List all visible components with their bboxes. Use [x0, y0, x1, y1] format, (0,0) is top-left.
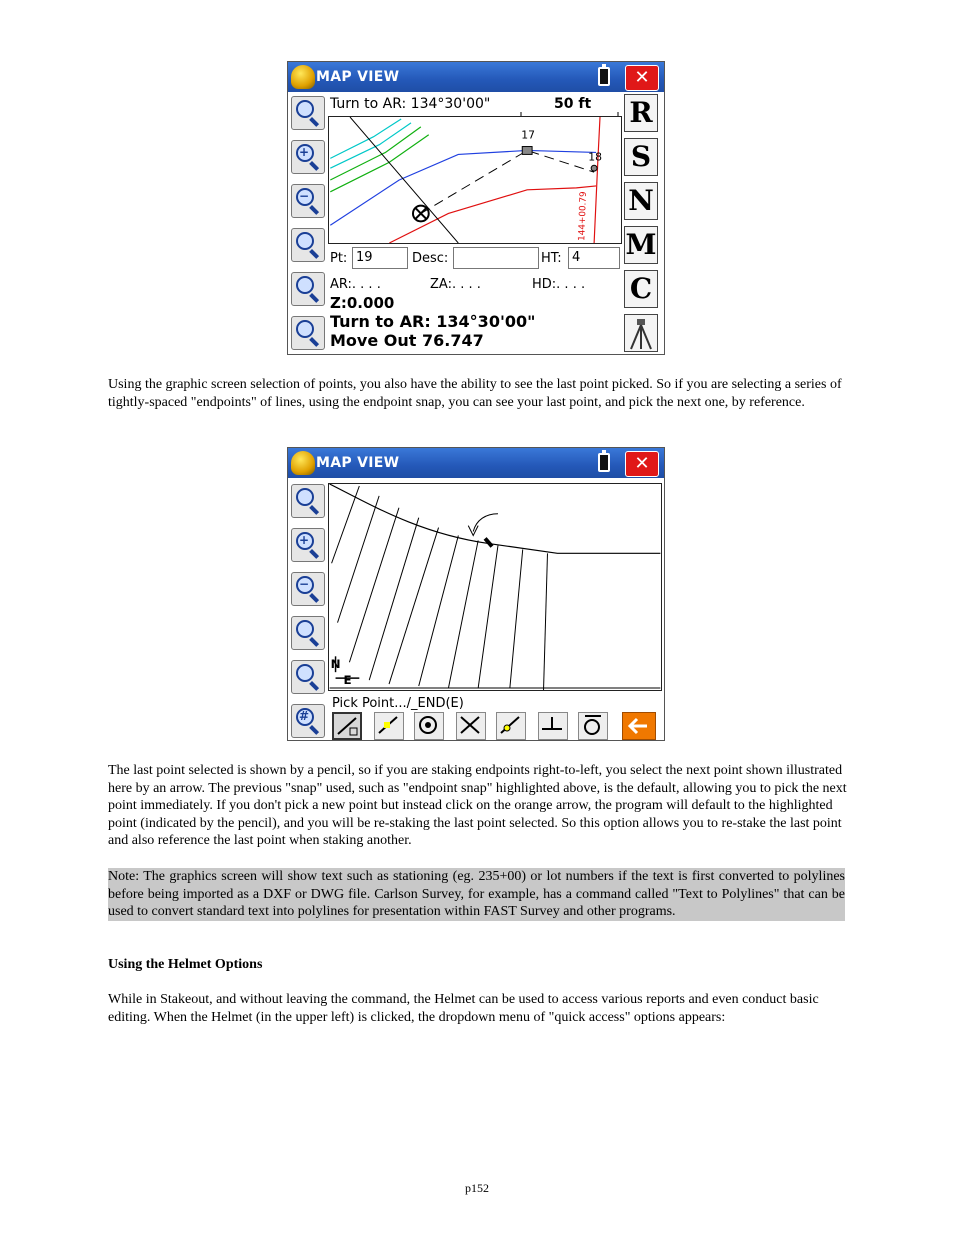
zoom-extents-icon	[296, 488, 314, 506]
axis-n-label: N	[330, 657, 341, 672]
magnifier-handle-icon	[309, 249, 319, 259]
plus-icon: +	[298, 145, 310, 159]
zoom-in-button[interactable]	[291, 140, 325, 174]
magnifier-handle-icon	[309, 681, 319, 691]
paragraph-helmet-options: While in Stakeout, and without leaving the command, the Helmet can be used to access various reports and even conduct basic editing. When the Helmet (in the upper left) is clicked, the dropdown menu of "quick access" options appears:	[108, 992, 819, 1025]
snap-tangent-button[interactable]	[578, 712, 608, 740]
button-c[interactable]: C	[624, 270, 658, 308]
pt-label: Pt:	[330, 251, 348, 266]
turn-readout: Turn to AR: 134°30'00"	[330, 312, 536, 331]
magnifier-handle-icon	[309, 205, 319, 215]
desc-field[interactable]	[453, 247, 539, 269]
magnifier-handle-icon	[309, 505, 319, 515]
zoom-extents-icon	[296, 100, 314, 118]
map-settings-button[interactable]	[291, 316, 325, 350]
minus-icon: −	[298, 577, 310, 591]
point-17-label: 17	[521, 128, 536, 142]
snap-endpoint-button[interactable]	[332, 712, 362, 740]
button-m[interactable]: M	[624, 226, 658, 264]
section-heading: Using the Helmet Options	[108, 957, 263, 972]
magnifier-handle-icon	[309, 117, 319, 127]
move-readout: Move Out 76.747	[330, 331, 484, 350]
page-number: p152	[465, 1181, 489, 1195]
snap-midpoint-button[interactable]	[374, 712, 404, 740]
paragraph-last-point: The last point selected is shown by a pencil, so if you are staking endpoints right-to-left, you select the next point shown illustrated here by an arrow. The previous "snap" used, such as "endpoint snap" highlighted above, is the default, allowing you to pick the next point immediately. If you don't pick a new point but instead click on the orange arrow, the program will default to the highlighted point (indicated by the pencil), and you will be re-staking the last point selected. So this option allows you to re-stake the last point and also reference the last point when staking another.	[108, 763, 847, 849]
battery-icon	[598, 67, 610, 86]
center-snap-icon	[415, 713, 441, 737]
map-canvas[interactable]	[328, 116, 622, 244]
zoom-extents-button[interactable]	[291, 96, 325, 130]
zoom-out-button[interactable]	[291, 572, 325, 606]
tripod-icon	[625, 315, 657, 351]
button-n[interactable]: N	[624, 182, 658, 220]
paragraph-graphic-selection: Using the graphic screen selection of points, you also have the ability to see the last point picked. So if you are selecting a series of tightly-spaced "endpoints" of lines, using the endpoint snap, you can see your last point, and pick the next one, by reference.	[108, 377, 842, 410]
note-paragraph: Note: The graphics screen will show text such as stationing (eg. 235+00) or lot numbers if the text is first converted to polylines before being imported as a DXF or DWG file. Carlson Survey, for example, has a command called "Text to Polylines" that can be used to convert standard text into polylines for presentation within FAST Survey and other programs.	[108, 869, 845, 920]
ht-label: HT:	[541, 251, 562, 266]
zoom-out-button[interactable]	[291, 184, 325, 218]
close-button[interactable]: ✕	[625, 65, 659, 91]
helmet-icon[interactable]	[291, 451, 315, 475]
magnifier-handle-icon	[309, 337, 319, 347]
magnifier-handle-icon	[309, 293, 319, 303]
zoom-window-icon	[296, 620, 314, 638]
helmet-icon[interactable]	[291, 65, 315, 89]
orange-arrow-button[interactable]	[622, 712, 656, 740]
za-readout: ZA:. . . .	[430, 277, 481, 292]
magnifier-handle-icon	[309, 161, 319, 171]
scale-label: 50 ft	[554, 96, 592, 112]
zoom-previous-button[interactable]	[291, 660, 325, 694]
hd-readout: HD:. . . .	[532, 277, 586, 292]
button-s[interactable]: S	[624, 138, 658, 176]
zoom-extents-button[interactable]	[291, 484, 325, 518]
snap-perpendicular-button[interactable]	[538, 712, 568, 740]
window-title: MAP VIEW	[316, 69, 400, 85]
magnifier-handle-icon	[309, 637, 319, 647]
desc-label: Desc:	[412, 251, 449, 266]
snap-nearest-button[interactable]	[496, 712, 526, 740]
window-title: MAP VIEW	[316, 455, 400, 471]
back-arrow-icon	[623, 713, 655, 739]
turn-to-header: Turn to AR: 134°30'00"	[330, 96, 491, 112]
tangent-snap-icon	[579, 713, 605, 737]
map-canvas[interactable]	[328, 483, 662, 691]
snap-center-button[interactable]	[414, 712, 444, 740]
pick-point-prompt: Pick Point.../_END(E)	[332, 696, 464, 711]
zoom-previous-icon	[296, 664, 314, 682]
minus-icon: −	[298, 189, 310, 203]
grid-zoom-button[interactable]	[291, 704, 325, 738]
zoom-in-button[interactable]	[291, 528, 325, 562]
map-view-screenshot-2	[287, 447, 665, 741]
z-readout: Z:0.000	[330, 294, 395, 312]
battery-icon	[598, 453, 610, 472]
zoom-previous-icon	[296, 276, 314, 294]
axis-e-label: E	[343, 673, 352, 688]
zoom-previous-button[interactable]	[291, 272, 325, 306]
station-label: 144+00.79	[577, 191, 589, 242]
perpendicular-snap-icon	[539, 713, 565, 737]
magnifier-handle-icon	[309, 593, 319, 603]
plus-icon: +	[298, 533, 310, 547]
map-settings-icon	[296, 320, 314, 338]
magnifier-handle-icon	[309, 549, 319, 559]
close-button[interactable]: ✕	[625, 451, 659, 477]
zoom-window-button[interactable]	[291, 616, 325, 650]
intersection-snap-icon	[457, 713, 483, 737]
snap-intersection-button[interactable]	[456, 712, 486, 740]
button-r[interactable]: R	[624, 94, 658, 132]
ar-readout: AR:. . . .	[330, 277, 381, 292]
hash-icon: #	[298, 709, 310, 723]
map-view-screenshot-1	[287, 61, 665, 355]
tripod-button[interactable]	[624, 314, 658, 352]
title-bar	[288, 62, 664, 92]
point-18-label: 18	[588, 150, 602, 164]
zoom-window-icon	[296, 232, 314, 250]
pt-field[interactable]: 19	[352, 247, 408, 269]
nearest-snap-icon	[497, 713, 523, 737]
magnifier-handle-icon	[309, 725, 319, 735]
endpoint-snap-icon	[334, 714, 360, 738]
midpoint-snap-icon	[375, 713, 401, 737]
ht-field[interactable]: 4	[568, 247, 620, 269]
zoom-window-button[interactable]	[291, 228, 325, 262]
title-bar	[288, 448, 664, 478]
